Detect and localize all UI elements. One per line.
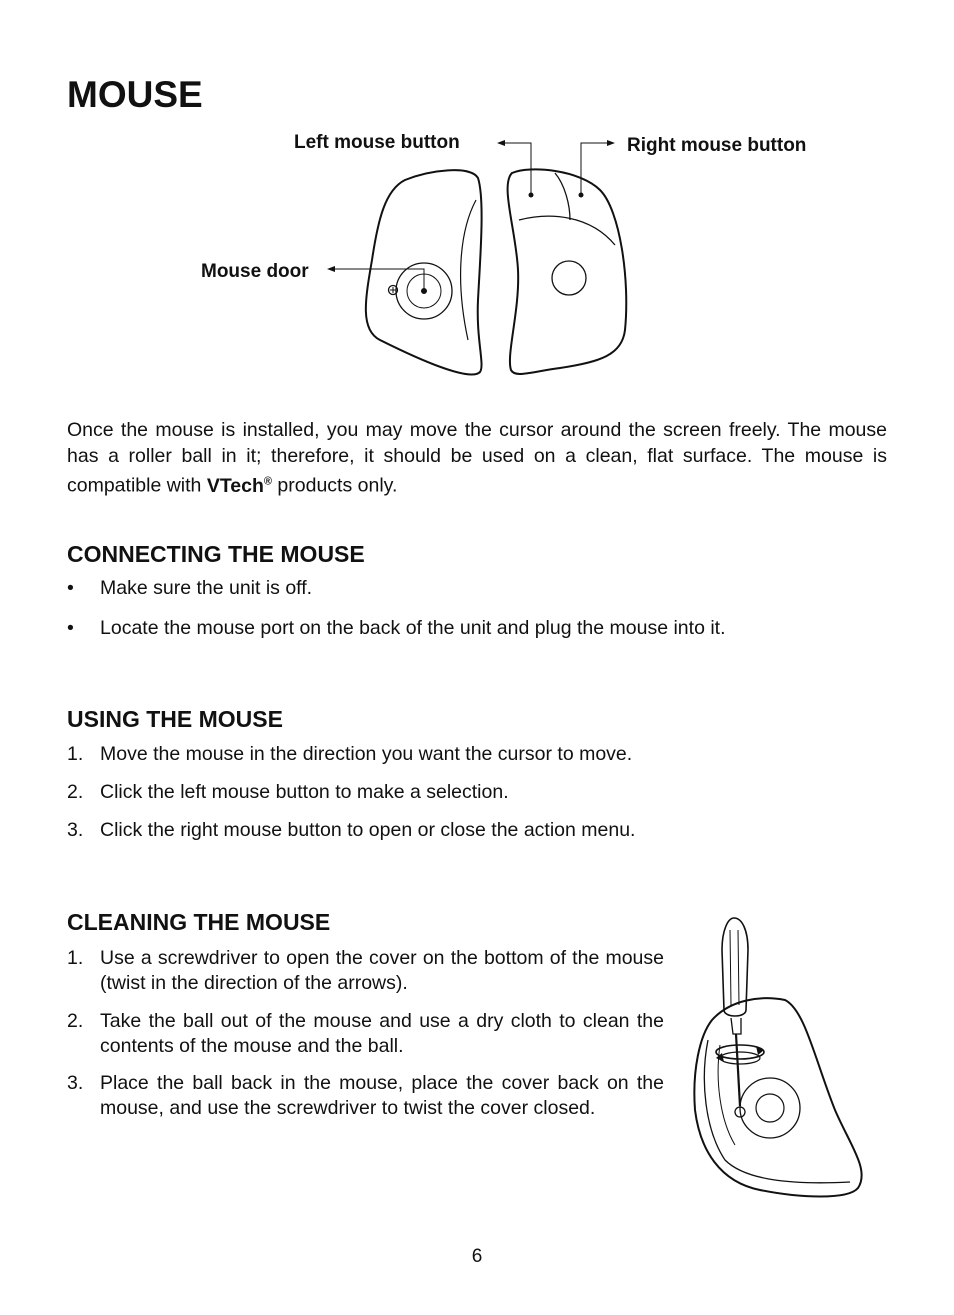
bullet: • bbox=[67, 577, 74, 599]
brand-name: VTech® bbox=[206, 474, 273, 497]
section-heading-connecting: CONNECTING THE MOUSE bbox=[67, 541, 365, 567]
intro-paragraph: Once the mouse is installed, you may move the cursor around the screen freely. The mouse has a roller ball in it; therefore, it should be used on a clean, flat surface. The mouse is compatible with VTech® products only. bbox=[67, 419, 887, 497]
screwdriver-illustration bbox=[690, 912, 870, 1204]
left-mouse-button-label: Left mouse button bbox=[294, 132, 460, 153]
mouse-diagram bbox=[320, 120, 640, 390]
bullet: • bbox=[67, 617, 74, 639]
mouse-door-label: Mouse door bbox=[201, 261, 309, 282]
roller-ball bbox=[552, 261, 586, 295]
page-number: 6 bbox=[471, 1246, 483, 1267]
section-heading-using: USING THE MOUSE bbox=[67, 706, 283, 732]
section-heading-cleaning: CLEANING THE MOUSE bbox=[67, 909, 331, 935]
page-title: MOUSE bbox=[67, 74, 203, 115]
right-mouse-button-label: Right mouse button bbox=[627, 135, 807, 156]
